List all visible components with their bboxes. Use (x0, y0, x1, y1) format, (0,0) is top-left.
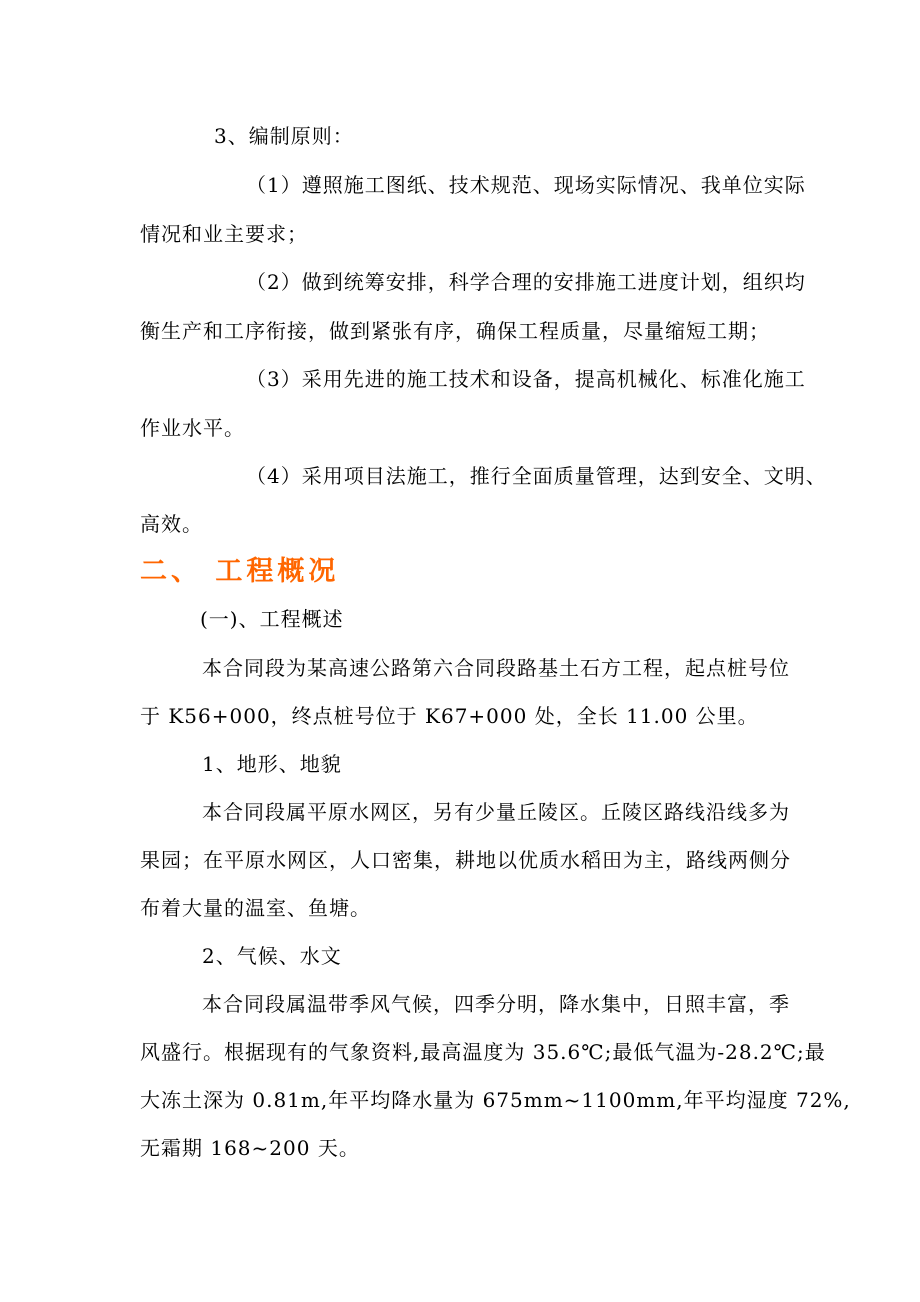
principle-2-line-2: 衡生产和工序衔接，做到紧张有序，确保工程质量，尽量缩短工期； (140, 319, 770, 343)
terrain-title: 1、地形、地貌 (202, 752, 342, 776)
climate-line-1: 本合同段属温带季风气候，四季分明，降水集中，日照丰富，季 (202, 992, 790, 1016)
terrain-line-3: 布着大量的温室、鱼塘。 (140, 896, 371, 920)
principle-1-line-2: 情况和业主要求； (140, 222, 308, 246)
chapter-heading: 二、 工程概况 (140, 556, 340, 587)
principle-3-line-2: 作业水平。 (140, 416, 245, 440)
climate-line-3: 大冻土深为 0.81m,年平均降水量为 675mm~1100mm,年平均湿度 72%, (140, 1088, 851, 1112)
principle-4-line-2: 高效。 (140, 512, 203, 536)
terrain-line-2: 果园；在平原水网区，人口密集，耕地以优质水稻田为主，路线两侧分 (140, 848, 791, 872)
climate-line-4: 无霜期 168~200 天。 (140, 1136, 360, 1160)
climate-title: 2、气候、水文 (202, 944, 342, 968)
principle-1-line-1: （1）遵照施工图纸、技术规范、现场实际情况、我单位实际 (246, 173, 806, 197)
terrain-line-1: 本合同段属平原水网区，另有少量丘陵区。丘陵区路线沿线多为 (202, 800, 790, 824)
section-3-title: 3、编制原则： (214, 124, 354, 148)
principle-3-line-1: （3）采用先进的施工技术和设备，提高机械化、标准化施工 (246, 367, 806, 391)
overview-line-1: 本合同段为某高速公路第六合同段路基土石方工程，起点桩号位 (202, 656, 790, 680)
subsection-title: (一)、工程概述 (200, 607, 344, 631)
principle-4-line-1: （4）采用项目法施工，推行全面质量管理，达到安全、文明、 (246, 464, 827, 488)
principle-2-line-1: （2）做到统筹安排，科学合理的安排施工进度计划，组织均 (246, 270, 806, 294)
climate-line-2: 风盛行。根据现有的气象资料,最高温度为 35.6℃;最低气温为-28.2℃;最 (140, 1040, 826, 1064)
overview-line-2: 于 K56+000，终点桩号位于 K67+000 处，全长 11.00 公里。 (140, 704, 759, 728)
